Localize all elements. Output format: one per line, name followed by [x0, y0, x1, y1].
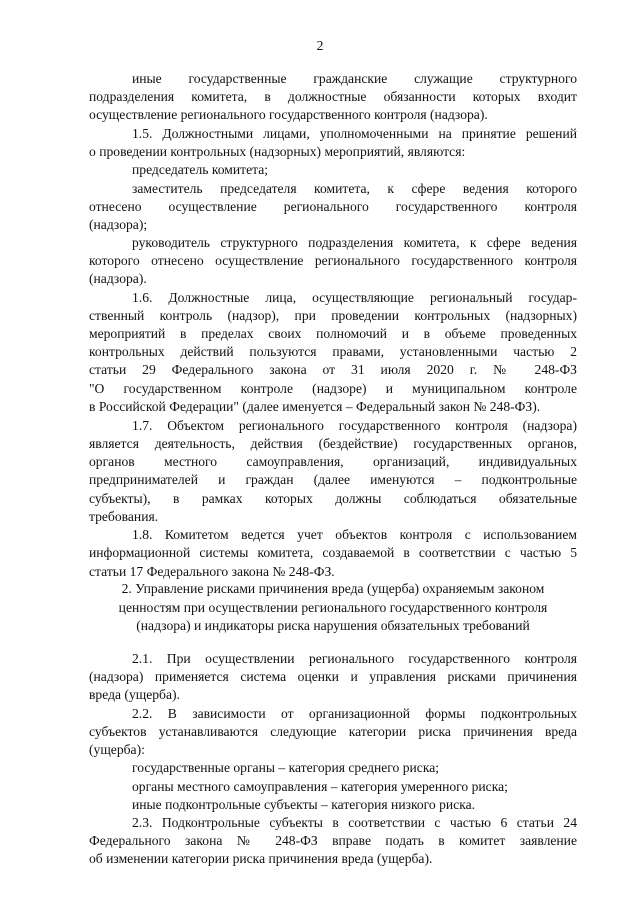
text-line: 2.1. При осуществлении регионального государственного контроля [132, 651, 577, 666]
text-line: (надзора). [89, 271, 147, 286]
text-line: о проведении контрольных (надзорных) мероприятий, являются: [89, 144, 466, 159]
text-line: (ущерба): [89, 742, 145, 757]
text-line: Федерального закона № 248-ФЗ вправе подать в комитет заявление [89, 833, 577, 848]
text-line: является деятельность, действия (бездействие) государственных органов, [89, 436, 577, 451]
text-line: предпринимателей и граждан (далее именуются – подконтрольные [89, 472, 577, 487]
text-line: которого отнесено осуществление регионального государственного контроля [89, 253, 577, 268]
section-heading-line: (надзора) и индикаторы риска нарушения обязательных требований [136, 618, 530, 633]
text-line: государственные органы – категория среднего риска; [132, 760, 440, 775]
text-line: отнесено осуществление регионального государственного контроля [89, 199, 577, 214]
text-line: заместитель председателя комитета, к сфере ведения которого [132, 181, 577, 196]
text-line: ственный контроль (надзор), при проведении контрольных (надзорных) [89, 308, 577, 323]
text-line: контрольных действий пользуются правами, установленными частью 2 [89, 344, 577, 359]
text-line: иные государственные гражданские служащие структурного [132, 71, 577, 86]
text-line: 1.6. Должностные лица, осуществляющие региональный государ- [132, 290, 577, 305]
text-line: руководитель структурного подразделения комитета, к сфере ведения [132, 235, 577, 250]
text-line: об изменении категории риска причинения вреда (ущерба). [89, 851, 433, 866]
text-line: председатель комитета; [132, 162, 269, 177]
text-line: подразделения комитета, в должностные обязанности которых входит [89, 89, 577, 104]
text-line: в Российской Федерации" (далее именуется – Федеральный закон № 248-ФЗ). [89, 399, 541, 414]
text-line: статьи 29 Федерального закона от 31 июля 2020 г. № 248-ФЗ [89, 362, 577, 377]
page-number: 2 [316, 38, 324, 53]
text-line: "О государственном контроле (надзоре) и муниципальном контроле [89, 381, 577, 396]
text-line: иные подконтрольные субъекты – категория низкого риска. [132, 797, 476, 812]
text-line: 2.2. В зависимости от организационной формы подконтрольных [132, 706, 577, 721]
text-line: информационной системы комитета, создаваемой в соответствии с частью 5 [89, 545, 577, 560]
text-line: требования. [89, 509, 159, 524]
text-line: вреда (ущерба). [89, 687, 180, 702]
text-line: осуществление регионального государственного контроля (надзора). [89, 107, 488, 122]
text-line: 2.3. Подконтрольные субъекты в соответствии с частью 6 статьи 24 [132, 815, 577, 830]
text-line: органы местного самоуправления – категория умеренного риска; [132, 779, 508, 794]
text-line: субъекты), в рамках которых должны соблюдаться обязательные [89, 491, 577, 506]
text-line: 1.7. Объектом регионального государственного контроля (надзора) [132, 418, 577, 433]
text-line: органов местного самоуправления, организаций, индивидуальных [89, 454, 577, 469]
section-heading-line: 2. Управление рисками причинения вреда (ущерба) охраняемым законом [121, 581, 545, 596]
section-heading-line: ценностям при осуществлении регионального государственного контроля [118, 600, 548, 615]
text-line: (надзора); [89, 217, 148, 232]
text-line: субъектов устанавливаются следующие категории риска причинения вреда [89, 724, 577, 739]
text-line: 1.8. Комитетом ведется учет объектов контроля с использованием [132, 527, 577, 542]
text-line: (надзора) применяется система оценки и управления рисками причинения [89, 669, 577, 684]
text-line: статьи 17 Федерального закона № 248-ФЗ. [89, 564, 335, 579]
text-line: мероприятий в пределах своих полномочий и в объеме проведенных [89, 326, 577, 341]
text-line: 1.5. Должностными лицами, уполномоченными на принятие решений [132, 126, 577, 141]
